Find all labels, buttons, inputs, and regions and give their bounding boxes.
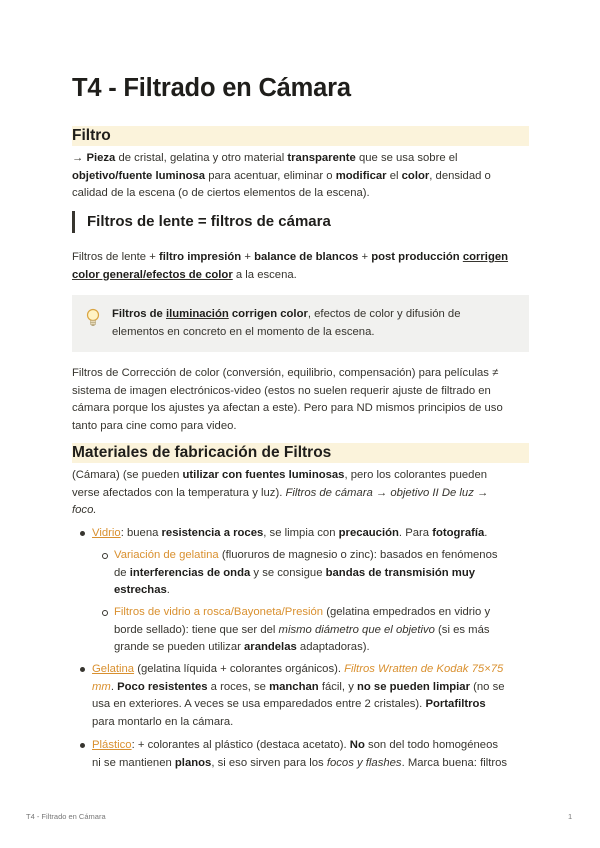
paragraph-filtro: → Pieza de cristal, gelatina y otro material transparente que se usa sobre el objetivo/fuente luminosa para acentuar, eliminar o modificar el color, densidad o calidad de la escena (o de ciertos elementos de la escena). [72,152,491,199]
list-item-plastico: Plástico: + colorantes al plástico (destaca acetato). No son del todo homogéneos ni se mantienen planos, si eso sirven para los focos y flashes. Marca buena: filtros [92,739,508,769]
footer-doc-title: T4 - Filtrado en Cámara [26,812,106,821]
page-title: T4 - Filtrado en Cámara [72,74,351,102]
bullet-dot [80,531,85,536]
bullet-dot [80,667,85,672]
callout-box [72,295,529,352]
sub-bullet-circle [102,553,108,559]
paragraph-correccion: Filtros de Corrección de color (conversión, equilibrio, compensación) para películas ≠ sistema de imagen electrónicos-video (estos no suelen requerir ajuste de filtrado en cámara porque los ajustes ya afectan a este). Pero para ND mismos principios de uso tanto para cine como para video. [72,367,503,432]
heading-filtro [72,126,529,146]
paragraph-materiales: (Cámara) (se pueden utilizar con fuentes luminosas, pero los colorantes pueden verse afectados con la temperatura y luz). Filtros de cámara → objetivo II De luz → foco. [72,469,489,516]
callout-text: Filtros de iluminación corrigen color, efectos de color y difusión de elementos en concreto en el momento de la escena. [112,308,461,338]
list-item-vidrio-rosca: Filtros de vidrio a rosca/Bayoneta/Presión (gelatina empedrados en vidrio y borde sellado): tiene que ser del mismo diámetro que el objetivo (si es más grande se pueden utilizar arandelas adaptadoras). [114,606,491,653]
heading-materiales-text: Materiales de fabricación de Filtros [72,444,332,461]
footer-page-number: 1 [568,812,573,821]
heading-materiales [72,443,529,463]
sub-bullet-circle [102,610,108,616]
lightbulb-icon [86,308,100,328]
list-item-variacion-gelatina: Variación de gelatina (fluoruros de magnesio o zinc): basados en fenómenos de interferencias de onda y se consigue bandas de transmisión muy estrechas. [114,549,498,596]
heading-filtro-text: Filtro [72,127,111,144]
bullet-dot [80,743,85,748]
list-item-gelatina: Gelatina (gelatina líquida + colorantes orgánicos). Filtros Wratten de Kodak 75×75 mm. Poco resistentes a roces, se manchan fácil, y no se pueden limpiar (no se usa en exteriores. A veces se usa emparedados entre 2 cristales). Portafiltros para montarlo en la cámara. [92,663,505,728]
heading-filtros-lente: Filtros de lente = filtros de cámara [72,211,331,233]
list-item-vidrio: Vidrio: buena resistencia a roces, se limpia con precaución. Para fotografía. [92,527,488,539]
paragraph-lente: Filtros de lente + filtro impresión + balance de blancos + post producción corrigen color general/efectos de color a la escena. [72,251,509,281]
